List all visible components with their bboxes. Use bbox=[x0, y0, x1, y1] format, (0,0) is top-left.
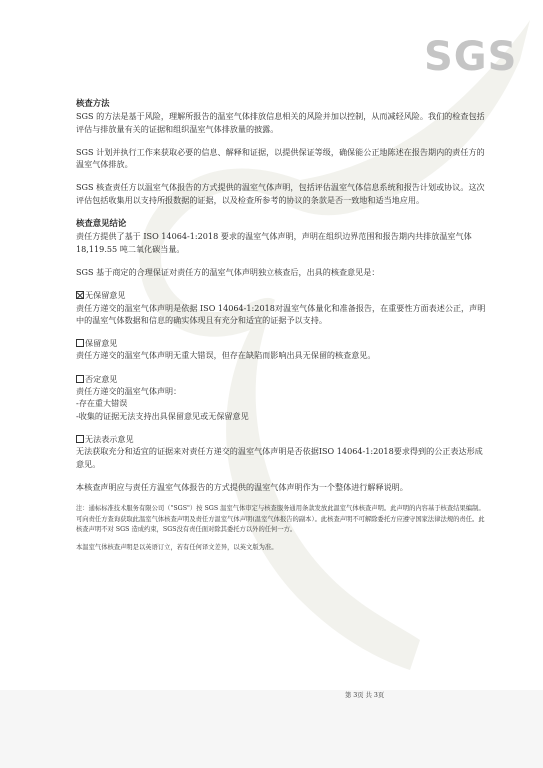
adverse-title: 否定意见 bbox=[85, 373, 118, 384]
qualified-text: 责任方递交的温室气体声明无重大错误，但存在缺陷而影响出具无保留的核查意见。 bbox=[76, 350, 376, 361]
disclaimer-option bbox=[76, 433, 486, 445]
adverse-line-3: -收集的证据无法支持出具保留意见或无保留意见 bbox=[76, 410, 249, 421]
conclusion-heading: 核查意见结论 bbox=[76, 218, 127, 229]
unqualified-text: 责任方递交的温室气体声明是依据 ISO 14064-1:2018对温室气体量化和准备报告，在重要性方面表述公正，声明中的温室气体数据和信息的确实体现且有充分和适宜的证据予以支持。 bbox=[76, 302, 486, 325]
empty-box-icon bbox=[76, 339, 84, 347]
adverse-option bbox=[76, 373, 486, 385]
empty-box-icon bbox=[76, 435, 84, 443]
sgs-logo-text: SGS bbox=[424, 34, 518, 80]
closing-statement: 本核查声明应与责任方温室气体报告的方式提供的温室气体声明作为一个整体进行解释说明。 bbox=[76, 481, 408, 492]
conclusion-paragraph-2: SGS 基于商定的合理保证对责任方的温室气体声明独立核查后，出具的核查意见是： bbox=[76, 266, 380, 277]
page-number: 第 3页 共 3页 bbox=[345, 692, 385, 699]
content bbox=[76, 97, 486, 553]
disclaimer-title: 无法表示意见 bbox=[85, 433, 134, 444]
unqualified-title: 无保留意见 bbox=[85, 290, 126, 301]
checked-box-icon bbox=[76, 291, 84, 299]
adverse-line-1: 责任方递交的温室气体声明： bbox=[76, 386, 182, 397]
disclaimer-text: 无法获取充分和适宜的证据来对责任方递交的温室气体声明是否依据ISO 14064-1:2018要求得到的公正表达形成意见。 bbox=[76, 446, 483, 469]
language-note: 本温室气体核查声明是以英语订立，若有任何译文差异，以英文版为准。 bbox=[76, 543, 278, 551]
method-heading: 核查方法 bbox=[76, 98, 110, 108]
method-paragraph-2: SGS 计划并执行工作来获取必要的信息、解释和证据，以提供保证等级，确保能公正地陈述在报告期内的责任方的温室气体排放。 bbox=[76, 146, 485, 170]
qualified-title: 保留意见 bbox=[85, 338, 118, 349]
sgs-logo bbox=[420, 28, 525, 80]
unqualified-option bbox=[76, 289, 486, 301]
note-text: 注：通标标准技术服务有限公司（"SGS"）按 SGS 温室气体审定与核查服务通用条款发放此温室气体核查声明。此声明的内容基于核查结果编制。可向责任方查询获取此温室气体核查声明及责任方温室气体声明(温室气体报告的副本）。此核查声明不可解除委托方应遵守国家法律法规的责任。此核查声明不对 SGS 造成约束，SGS没有责任面对除其委托方以外的任何一方。 bbox=[76, 505, 485, 534]
adverse-line-2: -存在重大错误 bbox=[76, 398, 128, 409]
method-paragraph-1: SGS 的方法是基于风险，理解所报告的温室气体排放信息相关的风险并加以控制，从而减轻风险。我们的检查包括评估与排放量有关的证据和组织温室气体排放量的披露。 bbox=[76, 111, 485, 134]
method-paragraph-3: SGS 核查责任方以温室气体报告的方式提供的温室气体声明，包括评估温室气体信息系统和报告计划或协议。这次评估包括收集用以支持所报数据的证据，以及检查所参考的协议的条款是否一致地和适当地应用。 bbox=[76, 182, 485, 205]
conclusion-paragraph-1: 责任方提供了基于 ISO 14064-1:2018 要求的温室气体声明，声明在组织边界范围和报告期内共排放温室气体 18,119.55 吨二氧化碳当量。 bbox=[76, 231, 472, 254]
empty-box-icon bbox=[76, 375, 84, 383]
qualified-option bbox=[76, 337, 486, 349]
